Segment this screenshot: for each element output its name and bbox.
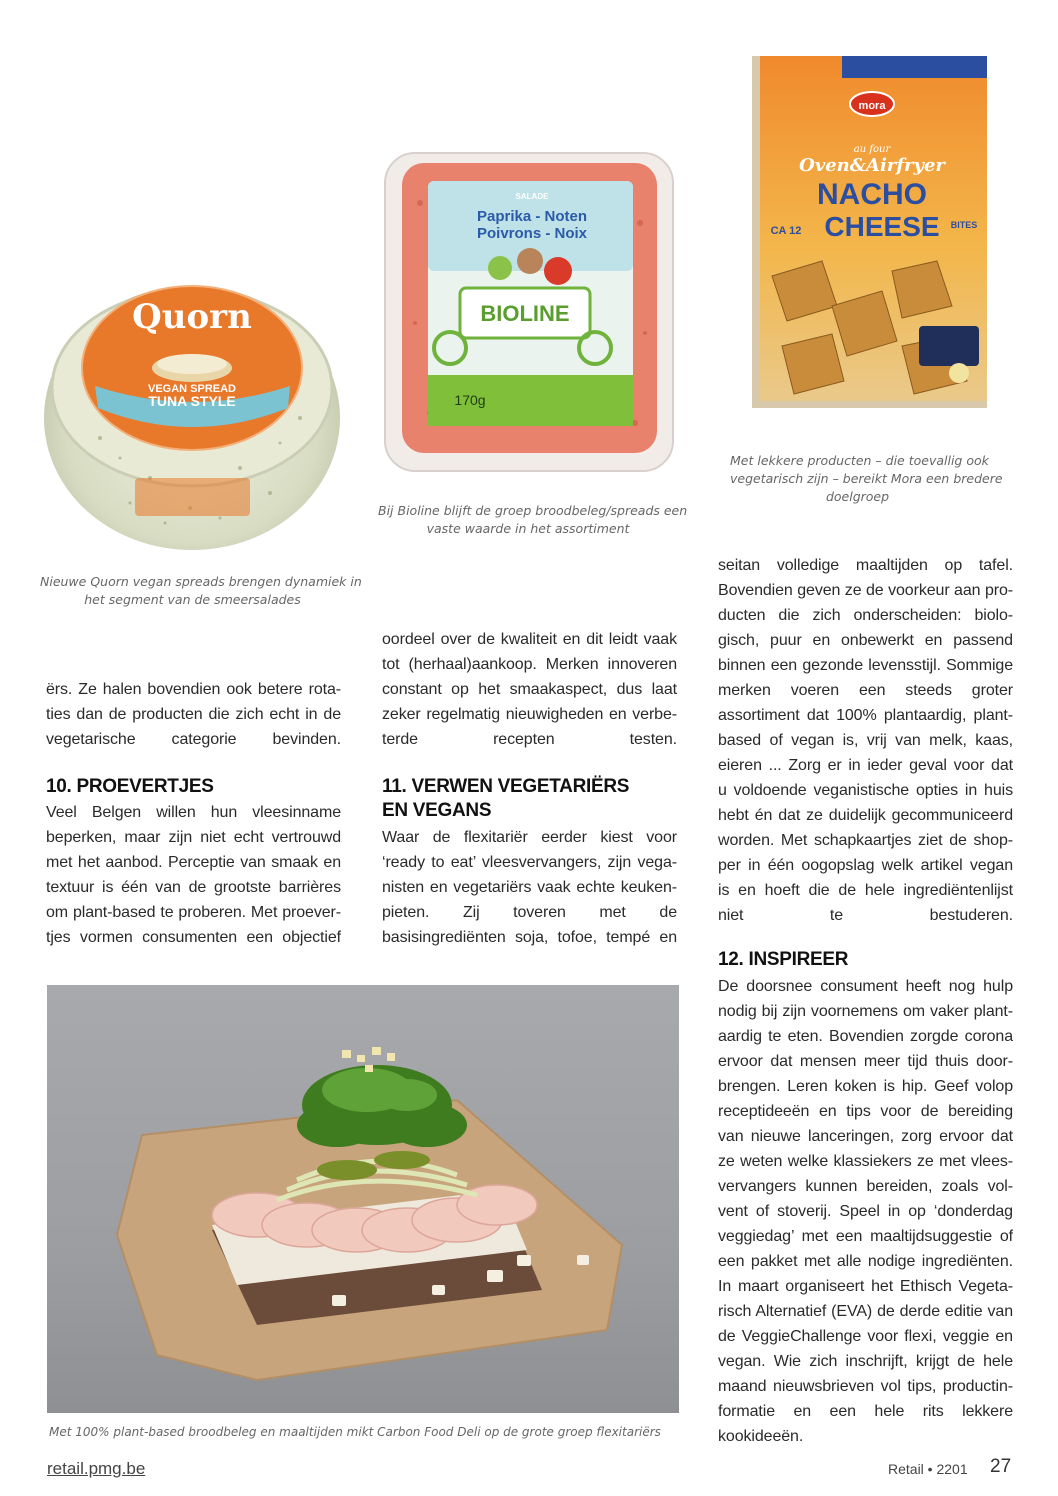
text-line: vegan. Wie zich inschrijft, krijgt de hele — [718, 1353, 1013, 1370]
heading-11 — [382, 775, 629, 823]
bioline-top-label: SALADE — [515, 192, 549, 201]
text-line: seitan volledige maaltijden op tafel. — [718, 557, 1013, 574]
text-line: beperken, maar zijn niet echt vertrouwd — [46, 829, 341, 846]
text-line: ervoor dat mensen meer tijd thuis door- — [718, 1053, 1013, 1070]
caption-line: doelgroep — [825, 489, 890, 504]
mora-count-label: CA 12 — [770, 225, 802, 237]
text-line: van nieuwe lanceringen, zorg ervoor dat — [718, 1128, 1013, 1145]
column-1-body — [46, 800, 341, 950]
text-line: vegetarische categorie bevinden. — [46, 731, 341, 748]
bioline-caption — [378, 502, 688, 538]
footer-site-link[interactable]: retail.pmg.be — [47, 1459, 146, 1478]
text-line: met het aanbod. Perceptie van smaak en — [46, 854, 341, 871]
text-line: aardig te eten. Bovendien zorgde corona — [718, 1028, 1013, 1045]
mora-line2-label: Oven&Airfryer — [799, 155, 945, 176]
text-line: binnen een gezonde levensstijl. Sommige — [718, 657, 1013, 674]
column-3-body — [718, 974, 1013, 1449]
mora-line3-label: NACHO — [817, 178, 927, 211]
text-line: maand nieuwsbrieven vol tips, productin- — [718, 1378, 1013, 1395]
quorn-line2-label: TUNA STYLE — [148, 393, 236, 409]
caption-line: vegetarisch zijn – bereikt Mora een bredere — [730, 471, 1003, 486]
text-line: terde recepten testen. — [382, 731, 677, 748]
text-line: ërs. Ze halen bovendien ook betere rota- — [46, 681, 341, 698]
mora-product-image — [752, 56, 987, 408]
text-line: formatie en een hele rits lekkere — [718, 1403, 1013, 1420]
text-line: tjes vormen consumenten een objectief — [46, 929, 341, 946]
text-line: nisten en vegetariërs vaak echte keuken- — [382, 879, 677, 896]
mora-line4-label: CHEESE — [824, 211, 940, 242]
text-line: Waar de flexitariër eerder kiest voor — [382, 829, 677, 846]
text-line: ties dan de producten die zich echt in de — [46, 706, 341, 723]
heading-10: 10. PROEVERTJES — [46, 776, 214, 797]
quorn-line1-label: VEGAN SPREAD — [147, 383, 237, 395]
bioline-weight-label: 170g — [454, 392, 486, 408]
mora-caption — [730, 452, 1003, 506]
text-line: textuur is één van de grootste barrières — [46, 879, 341, 896]
column-1-intro — [46, 677, 341, 752]
text-line: merken voeren een steeds groter — [718, 682, 1013, 699]
text-line: vent of stoverij. Speel in op ‘donderdag — [718, 1203, 1013, 1220]
text-line: niet te bestuderen. — [718, 907, 1013, 924]
text-line: vervangers kunnen bereiden, zoals vol- — [718, 1178, 1013, 1195]
text-line: gisch, puur en onbewerkt en passend — [718, 632, 1013, 649]
quorn-brand-label: Quorn — [132, 297, 252, 337]
text-line: assortiment dat 100% plantaardig, plant- — [718, 707, 1013, 724]
text-line: de VeggieChallenge voor flexi, veggie en — [718, 1328, 1013, 1345]
text-line: zeker regelmatig nieuwigheden en verbe- — [382, 706, 677, 723]
bioline-line2-label: Poivrons - Noix — [476, 225, 588, 242]
heading-line: EN VEGANS — [382, 800, 492, 821]
bioline-line1-label: Paprika - Noten — [476, 208, 588, 225]
caption-line: vaste waarde in het assortiment — [426, 521, 630, 536]
sandwich-caption: Met 100% plant-based broodbeleg en maaltijden mikt Carbon Food Deli op de grote groep flexitariërs — [49, 1425, 661, 1439]
text-line: constant op het smaakaspect, dus laat — [382, 681, 677, 698]
text-line: based of vegan is, vrij van melk, kaas, — [718, 732, 1013, 749]
mora-brand-label: mora — [858, 100, 886, 112]
caption-line: Nieuwe Quorn vegan spreads brengen dynamiek in — [40, 574, 362, 589]
text-line: om plant-based te proberen. Met proever- — [46, 904, 341, 921]
text-line: risch Alternatief (EVA) de derde editie van — [718, 1303, 1013, 1320]
mora-bites-label: BITES — [950, 220, 978, 230]
text-line: In maart organiseert het Ethisch Vegeta- — [718, 1278, 1013, 1295]
page-number: 27 — [990, 1456, 1012, 1477]
text-line: een pakket met alle nodige ingrediënten. — [718, 1253, 1013, 1270]
text-line: worden. Met schapkaartjes ziet de shop- — [718, 832, 1013, 849]
text-line: De doorsnee consument heeft nog hulp — [718, 978, 1013, 995]
text-line: brengen. Leren koken is hip. Geef volop — [718, 1078, 1013, 1095]
caption-line: het segment van de smeersalades — [84, 592, 301, 607]
text-line: kookideeën. — [718, 1428, 804, 1445]
footer-issue: Retail • 2201 — [888, 1461, 968, 1477]
mora-line1-label: au four — [853, 144, 891, 155]
quorn-caption — [40, 573, 362, 609]
text-line: ducten die zich onderscheiden: biolo- — [718, 607, 1013, 624]
heading-line: 11. VERWEN VEGETARIËRS — [382, 776, 630, 797]
column-2-intro — [382, 627, 677, 752]
quorn-product-image — [40, 268, 345, 553]
text-line: receptideeën en tips voor de bereiding — [718, 1103, 1013, 1120]
heading-12: 12. INSPIREER — [718, 949, 849, 970]
text-line: is en hoeft die de hele ingrediëntenlijst — [718, 882, 1013, 899]
text-line: u voldoende veganistische opties in huis — [718, 782, 1013, 799]
text-line: Bovendien geven ze de voorkeur aan pro- — [718, 582, 1013, 599]
text-line: hebt én dat ze duidelijk gecommuniceerd — [718, 807, 1013, 824]
text-line: ze weten welke klassiekers ze met vlees- — [718, 1153, 1013, 1170]
text-line: eieren ... Zorg er in ieder geval voor dat — [718, 757, 1013, 774]
text-line: veggiedag’ met een maaltijdsuggestie of — [718, 1228, 1013, 1245]
caption-line: Bij Bioline blijft de groep broodbeleg/spreads een — [378, 503, 688, 518]
text-line: oordeel over de kwaliteit en dit leidt vaak — [382, 631, 677, 648]
caption-line: Met lekkere producten – die toevallig ook — [730, 453, 989, 468]
sandwich-photo — [47, 985, 679, 1413]
text-line: per in één oogopslag welk artikel vegan — [718, 857, 1013, 874]
text-line: Veel Belgen willen hun vleesinname — [46, 804, 341, 821]
text-line: nodig bij zijn voornemens om vaker plant- — [718, 1003, 1013, 1020]
text-line: ‘ready to eat’ vleesvervangers, zijn vega- — [382, 854, 677, 871]
bioline-brand-label: BIOLINE — [480, 301, 570, 326]
text-line: pieten. Zij toveren met de — [382, 904, 677, 921]
column-3-intro — [718, 553, 1013, 928]
text-line: tot (herhaal)aankoop. Merken innoveren — [382, 656, 677, 673]
column-2-body — [382, 825, 677, 950]
bioline-product-image — [380, 143, 680, 473]
text-line: basisingrediënten soja, tofoe, tempé en — [382, 929, 677, 946]
